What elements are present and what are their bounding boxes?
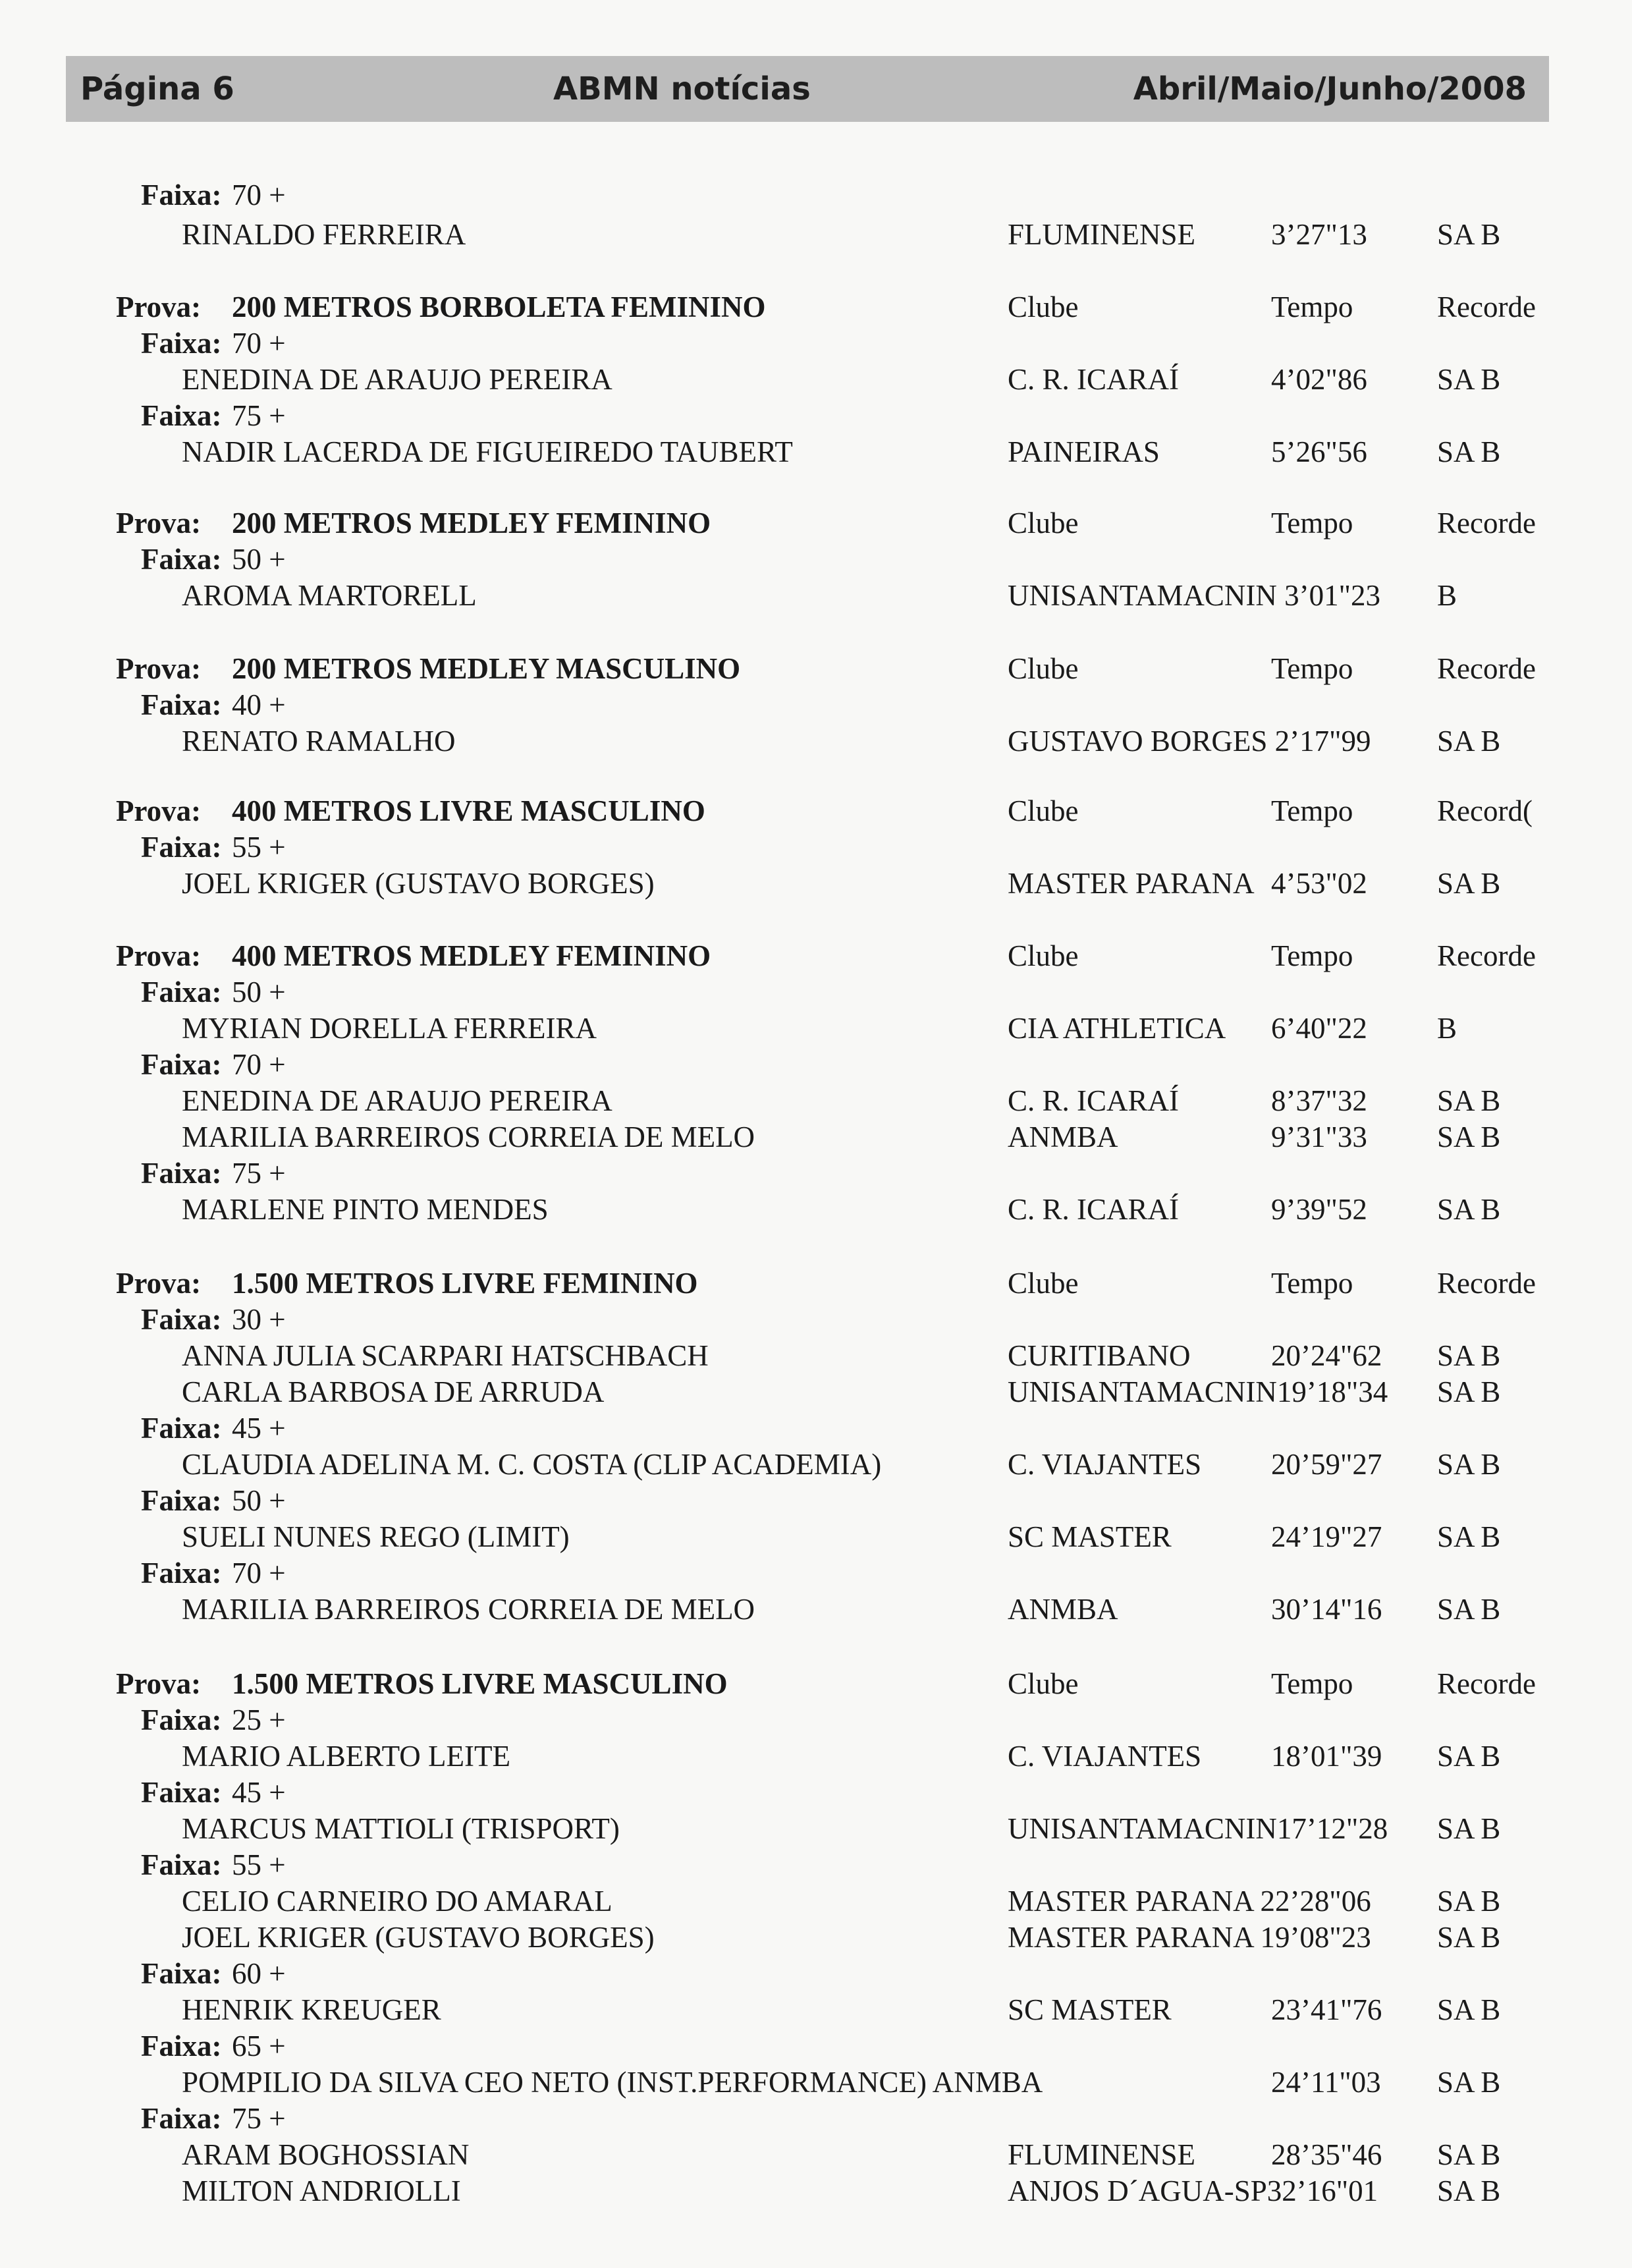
athlete-name: ENEDINA DE ARAUJO PEREIRA (182, 363, 612, 396)
record-column-header: Recorde (1437, 1267, 1536, 1300)
result-time: 9’39"52 (1271, 1193, 1367, 1226)
club-name: C. VIAJANTES (1008, 1448, 1202, 1481)
age-group-value: 55 + (232, 1848, 286, 1881)
result-time: 8’37"32 (1271, 1084, 1367, 1117)
club-name: MASTER PARANA 22’28"06 (1008, 1885, 1371, 1918)
age-group-heading (0, 2028, 1632, 2064)
age-group-value: 75 + (232, 399, 286, 432)
record-flag: SA B (1437, 218, 1501, 251)
record-flag: SA B (1437, 2138, 1501, 2171)
club-name: FLUMINENSE (1008, 2138, 1196, 2171)
result-time: 30’14"16 (1271, 1593, 1382, 1626)
result-row (0, 2064, 1632, 2101)
age-group-value: 70 + (232, 1557, 286, 1590)
age-group-value: 50 + (232, 1484, 286, 1517)
club-name: SC MASTER (1008, 1520, 1172, 1553)
issue-date: Abril/Maio/Junho/2008 (1133, 70, 1527, 107)
event-heading (0, 650, 1632, 687)
age-group-heading (0, 1046, 1632, 1083)
age-group-heading (0, 974, 1632, 1010)
result-time: 4’53"02 (1271, 867, 1367, 900)
record-flag: SA B (1437, 435, 1501, 468)
event-name: 200 METROS BORBOLETA FEMININO (232, 290, 766, 323)
age-group-label: Faixa: (141, 327, 222, 360)
club-name: SC MASTER (1008, 1993, 1172, 2026)
result-row (0, 723, 1632, 760)
club-name: GUSTAVO BORGES 2’17"99 (1008, 725, 1371, 758)
event-name: 200 METROS MEDLEY FEMININO (232, 507, 711, 539)
event-heading (0, 1265, 1632, 1302)
club-name: UNISANTAMACNIN19’18"34 (1008, 1375, 1388, 1408)
athlete-name: JOEL KRIGER (GUSTAVO BORGES) (182, 1921, 655, 1954)
club-name: ANMBA (1008, 1120, 1118, 1153)
athlete-name: RINALDO FERREIRA (182, 218, 466, 251)
club-column-header: Clube (1008, 1667, 1079, 1700)
age-group-label: Faixa: (141, 2030, 222, 2062)
club-name: MASTER PARANA (1008, 867, 1255, 900)
athlete-name: NADIR LACERDA DE FIGUEIREDO TAUBERT (182, 435, 793, 468)
athlete-name: CELIO CARNEIRO DO AMARAL (182, 1885, 612, 1918)
record-flag: SA B (1437, 1812, 1501, 1845)
event-label: Prova: (116, 794, 202, 827)
result-row (0, 1010, 1632, 1047)
age-group-value: 60 + (232, 1957, 286, 1990)
time-column-header: Tempo (1271, 507, 1353, 539)
event-heading (0, 289, 1632, 325)
record-flag: SA B (1437, 1193, 1501, 1226)
record-column-header: Recorde (1437, 652, 1536, 685)
result-row (0, 1191, 1632, 1228)
result-time: 23’41"76 (1271, 1993, 1382, 2026)
record-flag: SA B (1437, 363, 1501, 396)
result-time: 6’40"22 (1271, 1012, 1367, 1045)
age-group-label: Faixa: (141, 1776, 222, 1809)
age-group-value: 45 + (232, 1776, 286, 1809)
result-row (0, 1991, 1632, 2028)
age-group-heading (0, 1846, 1632, 1883)
result-row (0, 1119, 1632, 1155)
athlete-name: ARAM BOGHOSSIAN (182, 2138, 470, 2171)
age-group-label: Faixa: (141, 543, 222, 576)
result-row (0, 2172, 1632, 2209)
age-group-heading (0, 1155, 1632, 1192)
club-name: CURITIBANO (1008, 1339, 1191, 1372)
result-time: 3’27"13 (1271, 218, 1367, 251)
age-group-heading (0, 1482, 1632, 1519)
record-flag: SA B (1437, 2174, 1501, 2207)
age-group-value: 70 + (232, 327, 286, 360)
event-name: 1.500 METROS LIVRE FEMININO (232, 1267, 698, 1300)
event-name: 400 METROS LIVRE MASCULINO (232, 794, 705, 827)
age-group-value: 45 + (232, 1412, 286, 1445)
club-name: C. R. ICARAÍ (1008, 363, 1180, 396)
club-name: C. R. ICARAÍ (1008, 1084, 1180, 1117)
athlete-name: HENRIK KREUGER (182, 1993, 441, 2026)
result-row (0, 1518, 1632, 1555)
result-row (0, 1082, 1632, 1119)
athlete-name: ANNA JULIA SCARPARI HATSCHBACH (182, 1339, 709, 1372)
time-column-header: Tempo (1271, 794, 1353, 827)
age-group-label: Faixa: (141, 1157, 222, 1190)
result-time: 9’31"33 (1271, 1120, 1367, 1153)
event-heading (0, 792, 1632, 829)
athlete-name: AROMA MARTORELL (182, 579, 477, 612)
time-column-header: Tempo (1271, 1267, 1353, 1300)
record-column-header: Recorde (1437, 507, 1536, 539)
result-row (0, 1373, 1632, 1410)
record-column-header: Recorde (1437, 939, 1536, 972)
record-flag: SA B (1437, 1921, 1501, 1954)
athlete-name: MYRIAN DORELLA FERREIRA (182, 1012, 597, 1045)
athlete-name: SUELI NUNES REGO (LIMIT) (182, 1520, 570, 1553)
event-heading (0, 937, 1632, 974)
record-flag: SA B (1437, 1448, 1501, 1481)
age-group-label: Faixa: (141, 688, 222, 721)
club-name: UNISANTAMACNIN 3’01"23 (1008, 579, 1380, 612)
time-column-header: Tempo (1271, 652, 1353, 685)
event-label: Prova: (116, 507, 202, 539)
age-group-label: Faixa: (141, 1703, 222, 1736)
result-time: 24’19"27 (1271, 1520, 1382, 1553)
record-flag: B (1437, 1012, 1457, 1045)
athlete-name: MARILIA BARREIROS CORREIA DE MELO (182, 1593, 755, 1626)
result-row (0, 2136, 1632, 2173)
age-group-heading (0, 1410, 1632, 1447)
club-name: MASTER PARANA 19’08"23 (1008, 1921, 1371, 1954)
record-flag: SA B (1437, 1740, 1501, 1773)
result-row (0, 865, 1632, 902)
age-group-heading (0, 686, 1632, 723)
record-column-header: Recorde (1437, 1667, 1536, 1700)
age-group-heading (0, 397, 1632, 434)
age-group-value: 25 + (232, 1703, 286, 1736)
club-column-header: Clube (1008, 290, 1079, 323)
result-time: 18’01"39 (1271, 1740, 1382, 1773)
time-column-header: Tempo (1271, 290, 1353, 323)
age-group-heading (0, 1774, 1632, 1811)
athlete-name: CLAUDIA ADELINA M. C. COSTA (CLIP ACADEMIA) (182, 1448, 882, 1481)
result-row (0, 1883, 1632, 1920)
age-group-value: 70 + (232, 1048, 286, 1081)
age-group-value: 65 + (232, 2030, 286, 2062)
age-group-value: 40 + (232, 688, 286, 721)
age-group-heading (0, 1701, 1632, 1738)
event-label: Prova: (116, 1667, 202, 1700)
age-group-label: Faixa: (141, 831, 222, 864)
age-group-label: Faixa: (141, 976, 222, 1009)
age-group-label: Faixa: (141, 399, 222, 432)
club-column-header: Clube (1008, 507, 1079, 539)
age-group-label: Faixa: (141, 1484, 222, 1517)
result-row (0, 1446, 1632, 1483)
event-name: 1.500 METROS LIVRE MASCULINO (232, 1667, 728, 1700)
athlete-name: MARIO ALBERTO LEITE (182, 1740, 510, 1773)
record-flag: SA B (1437, 725, 1501, 758)
event-label: Prova: (116, 290, 202, 323)
club-name: FLUMINENSE (1008, 218, 1196, 251)
age-group-value: 55 + (232, 831, 286, 864)
age-group-heading (0, 829, 1632, 866)
result-row (0, 361, 1632, 398)
result-time: 20’24"62 (1271, 1339, 1382, 1372)
club-name: C. VIAJANTES (1008, 1740, 1202, 1773)
athlete-name: POMPILIO DA SILVA CEO NETO (INST.PERFORMANCE) ANMBA (182, 2066, 1043, 2099)
age-group-label: Faixa: (141, 1848, 222, 1881)
club-column-header: Clube (1008, 1267, 1079, 1300)
age-group-label: Faixa: (141, 1957, 222, 1990)
age-group-label: Faixa: (141, 1412, 222, 1445)
age-group-value: 75 + (232, 2102, 286, 2135)
event-heading (0, 1665, 1632, 1702)
club-column-header: Clube (1008, 794, 1079, 827)
record-column-header: Recorde (1437, 290, 1536, 323)
event-label: Prova: (116, 1267, 202, 1300)
club-name: CIA ATHLETICA (1008, 1012, 1226, 1045)
age-group-label: Faixa: (141, 179, 222, 211)
event-label: Prova: (116, 939, 202, 972)
record-flag: SA B (1437, 1339, 1501, 1372)
record-flag: B (1437, 579, 1457, 612)
record-flag: SA B (1437, 1084, 1501, 1117)
event-label: Prova: (116, 652, 202, 685)
result-time: 4’02"86 (1271, 363, 1367, 396)
age-group-label: Faixa: (141, 1557, 222, 1590)
club-name: C. R. ICARAÍ (1008, 1193, 1180, 1226)
result-time: 5’26"56 (1271, 435, 1367, 468)
time-column-header: Tempo (1271, 1667, 1353, 1700)
athlete-name: JOEL KRIGER (GUSTAVO BORGES) (182, 867, 655, 900)
record-flag: SA B (1437, 1885, 1501, 1918)
result-row (0, 1919, 1632, 1956)
club-column-header: Clube (1008, 939, 1079, 972)
age-group-value: 75 + (232, 1157, 286, 1190)
record-flag: SA B (1437, 867, 1501, 900)
athlete-name: RENATO RAMALHO (182, 725, 456, 758)
publication-title: ABMN notícias (553, 70, 811, 107)
club-name: UNISANTAMACNIN17’12"28 (1008, 1812, 1388, 1845)
result-row (0, 216, 1632, 253)
result-row (0, 1810, 1632, 1847)
athlete-name: CARLA BARBOSA DE ARRUDA (182, 1375, 605, 1408)
record-flag: SA B (1437, 1993, 1501, 2026)
club-column-header: Clube (1008, 652, 1079, 685)
record-flag: SA B (1437, 1375, 1501, 1408)
age-group-heading (0, 1955, 1632, 1992)
athlete-name: MARLENE PINTO MENDES (182, 1193, 549, 1226)
athlete-name: MARILIA BARREIROS CORREIA DE MELO (182, 1120, 755, 1153)
page-number: Página 6 (80, 70, 234, 107)
age-group-heading (0, 541, 1632, 578)
result-time: 24’11"03 (1271, 2066, 1381, 2099)
age-group-heading (0, 2100, 1632, 2137)
result-time: 20’59"27 (1271, 1448, 1382, 1481)
age-group-heading (0, 1301, 1632, 1338)
age-group-value: 30 + (232, 1303, 286, 1336)
record-flag: SA B (1437, 1520, 1501, 1553)
record-flag: SA B (1437, 2066, 1501, 2099)
result-row (0, 577, 1632, 614)
club-name: ANMBA (1008, 1593, 1118, 1626)
event-name: 200 METROS MEDLEY MASCULINO (232, 652, 741, 685)
club-name: ANJOS D´AGUA-SP32’16"01 (1008, 2174, 1378, 2207)
record-flag: SA B (1437, 1593, 1501, 1626)
age-group-label: Faixa: (141, 1303, 222, 1336)
record-column-header: Record( (1437, 794, 1533, 827)
club-name: PAINEIRAS (1008, 435, 1160, 468)
age-group-heading (0, 325, 1632, 362)
result-row (0, 1591, 1632, 1628)
athlete-name: MARCUS MATTIOLI (TRISPORT) (182, 1812, 620, 1845)
age-group-heading (0, 177, 1632, 213)
result-row (0, 1738, 1632, 1775)
event-name: 400 METROS MEDLEY FEMININO (232, 939, 711, 972)
event-heading (0, 505, 1632, 541)
age-group-value: 70 + (232, 179, 286, 211)
athlete-name: ENEDINA DE ARAUJO PEREIRA (182, 1084, 612, 1117)
record-flag: SA B (1437, 1120, 1501, 1153)
time-column-header: Tempo (1271, 939, 1353, 972)
age-group-heading (0, 1555, 1632, 1591)
result-row (0, 433, 1632, 470)
athlete-name: MILTON ANDRIOLLI (182, 2174, 461, 2207)
age-group-value: 50 + (232, 976, 286, 1009)
age-group-label: Faixa: (141, 1048, 222, 1081)
result-row (0, 1337, 1632, 1374)
result-time: 28’35"46 (1271, 2138, 1382, 2171)
age-group-value: 50 + (232, 543, 286, 576)
age-group-label: Faixa: (141, 2102, 222, 2135)
